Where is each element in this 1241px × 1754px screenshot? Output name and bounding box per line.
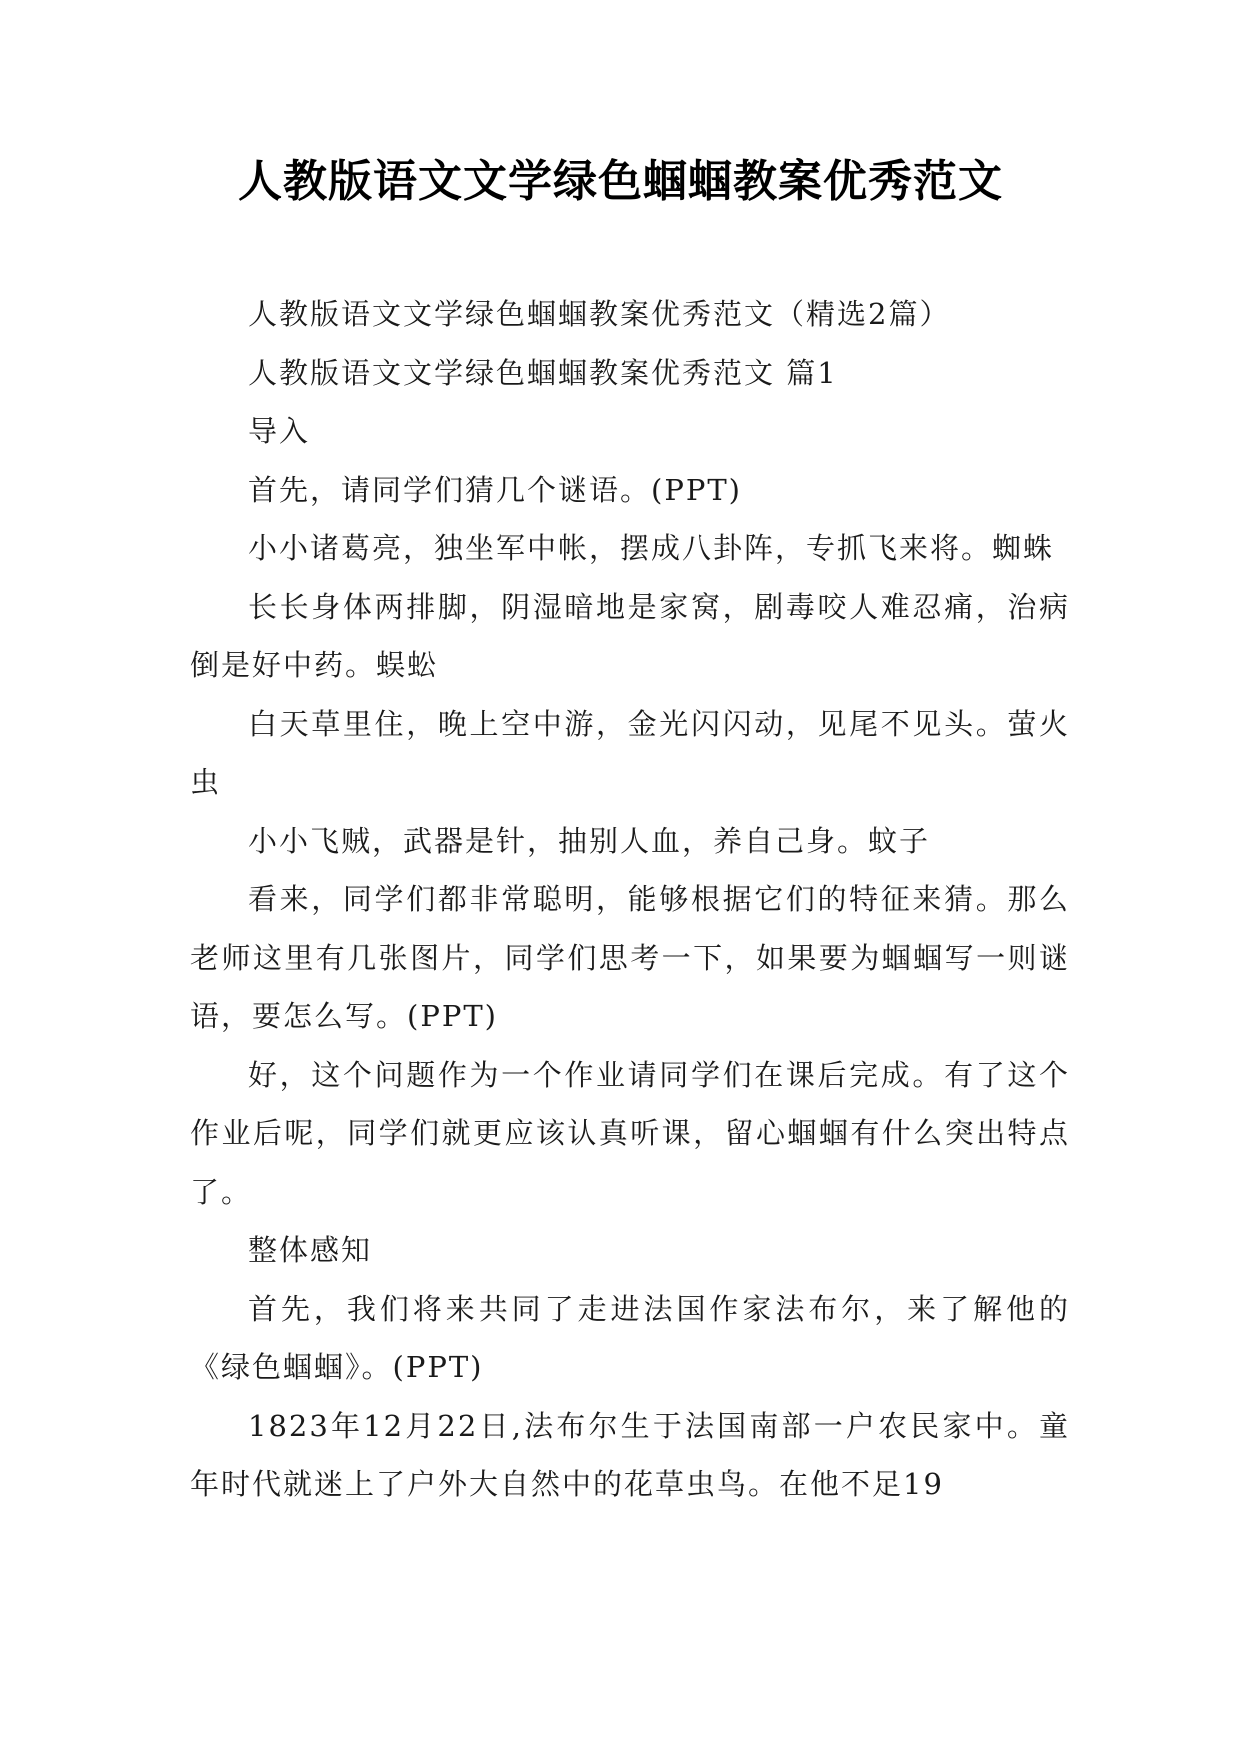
- riddle-paragraph: 长长身体两排脚，阴湿暗地是家窝，剧毒咬人难忍痛，治病倒是好中药。蜈蚣: [190, 589, 1070, 682]
- document-title: 人教版语文文学绿色蝈蝈教案优秀范文: [238, 156, 1003, 207]
- document-body: [190, 285, 1070, 1514]
- paragraph: 人教版语文文学绿色蝈蝈教案优秀范文 篇1: [248, 355, 838, 390]
- paragraph: 看来，同学们都非常聪明，能够根据它们的特征来猜。那么老师这里有几张图片，同学们思考一下，如果要为蝈蝈写一则谜语，要怎么写。(PPT): [190, 882, 1070, 1033]
- paragraph: 人教版语文文学绿色蝈蝈教案优秀范文（精选2篇）: [248, 297, 951, 331]
- section-heading: 导入: [248, 414, 311, 448]
- section-heading: 整体感知: [248, 1233, 373, 1267]
- paragraph: 好，这个问题作为一个作业请同学们在课后完成。有了这个作业后呢，同学们就更应该认真听课，留心蝈蝈有什么突出特点了。: [190, 1057, 1070, 1209]
- paragraph: 首先，请同学们猜几个谜语。(PPT): [248, 472, 742, 507]
- riddle-paragraph: 小小诸葛亮，独坐军中帐，摆成八卦阵，专抓飞来将。蜘蛛: [248, 531, 1055, 565]
- paragraph: 首先，我们将来共同了走进法国作家法布尔，来了解他的《绿色蝈蝈》。(PPT): [190, 1291, 1070, 1384]
- paragraph: 1823年12月22日,法布尔生于法国南部一户农民家中。童年时代就迷上了户外大自然中的花草虫鸟。在他不足19: [190, 1408, 1070, 1501]
- riddle-paragraph: 小小飞贼，武器是针，抽别人血，养自己身。蚊子: [248, 823, 931, 858]
- riddle-paragraph: 白天草里住，晚上空中游，金光闪闪动，见尾不见头。萤火虫: [190, 706, 1070, 799]
